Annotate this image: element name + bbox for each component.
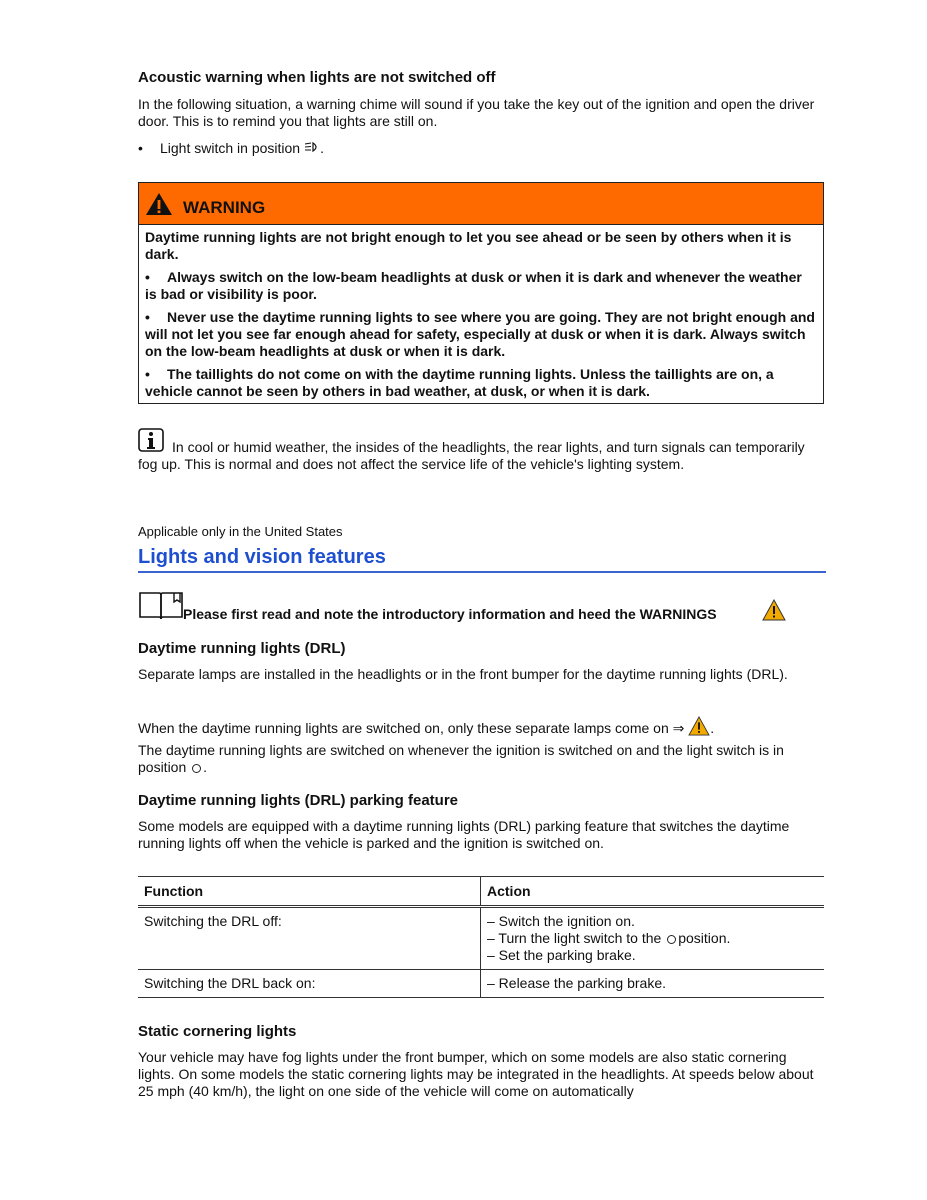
warning-triangle-icon	[762, 599, 786, 626]
applicability-note: Applicable only in the United States	[138, 524, 343, 539]
section-title: Lights and vision features	[138, 545, 826, 573]
warning-item: • Always switch on the low-beam headlights at dusk or when it is dark and whenever the weather is bad or visibility is poor.	[145, 269, 802, 302]
table-row	[138, 907, 824, 970]
warning-item: • Never use the daytime running lights to see where you are going. They are not bright enough and will not let you see far enough ahead for safety, especially at dusk or when it is dark. Always switch on the low-beam headlights at dusk or when it is dark.	[145, 309, 815, 359]
table-row	[138, 970, 824, 998]
acoustic-text: In the following situation, a warning chime will sound if you take the key out of the ignition and open the driver door. This is to remind you that lights are still on.	[138, 96, 815, 129]
warning-body	[139, 225, 823, 400]
drl-text-3: The daytime running lights are switched on whenever the ignition is switched on and the light switch is in position	[138, 742, 784, 775]
drl-function-table	[138, 876, 824, 998]
cornering-text: Your vehicle may have fog lights under the front bumper, which on some models are also static cornering lights. On some models the static cornering lights may be integrated in the headlights. At speeds below about 25 mph (40 km/h), the light on one side of the vehicle will come on automatically	[138, 1049, 814, 1099]
drl-heading: Daytime running lights (DRL)	[138, 640, 346, 657]
table-cell-function: Switching the DRL back on:	[138, 970, 481, 998]
drl-text-1: Separate lamps are installed in the headlights or in the front bumper for the daytime running lights (DRL).	[138, 666, 788, 682]
table-cell-action: – Release the parking brake.	[481, 970, 825, 998]
acoustic-bullet: • Light switch in position .	[138, 140, 324, 156]
warning-intro: Daytime running lights are not bright enough to let you see ahead or be seen by others when it is dark.	[145, 229, 792, 262]
warning-triangle-icon	[145, 192, 173, 221]
warning-item: • The taillights do not come on with the daytime running lights. Unless the taillights are on, a vehicle cannot be seen by others in bad weather, at dusk, or when it is dark.	[145, 366, 774, 399]
acoustic-bullet-text: Light switch in position	[160, 140, 301, 156]
parking-heading: Daytime running lights (DRL) parking feature	[138, 792, 459, 809]
table-cell-function: Switching the DRL off:	[138, 907, 481, 970]
info-note	[138, 428, 824, 473]
table-cell-action: – Switch the ignition on. – Turn the light switch to the position. – Set the parking brake.	[481, 907, 825, 970]
book-icon	[138, 590, 184, 625]
warning-header	[139, 183, 823, 225]
table-header-row	[138, 877, 824, 907]
intro-note	[138, 590, 824, 620]
info-note-text: In cool or humid weather, the insides of the headlights, the rear lights, and turn signals can temporarily fog up. This is normal and does not affect the service life of the vehicle's lighting system.	[138, 439, 805, 472]
bullet-dot: •	[138, 140, 143, 156]
table-header-function: Function	[138, 877, 481, 907]
parking-text: Some models are equipped with a daytime running lights (DRL) parking feature that switches the daytime running lights off when the vehicle is parked and the ignition is switched on.	[138, 818, 790, 851]
acoustic-heading: Acoustic warning when lights are not switched off	[138, 69, 496, 86]
warning-box	[138, 182, 824, 404]
warning-triangle-icon	[688, 716, 710, 740]
drl-text-2: When the daytime running lights are switched on, only these separate lamps come on ⇒	[138, 720, 685, 736]
cornering-heading: Static cornering lights	[138, 1023, 297, 1040]
drl-position-icon	[192, 764, 201, 773]
table-header-action: Action	[481, 877, 825, 907]
intro-note-text: Please first read and note the introductory information and heed the WARNINGS	[183, 606, 717, 622]
drl-text-2-line: When the daytime running lights are switched on, only these separate lamps come on ⇒ .	[138, 716, 824, 740]
parking-light-icon	[304, 140, 320, 157]
warning-title: WARNING	[183, 197, 266, 217]
info-icon	[138, 428, 164, 457]
drl-text-3-line: The daytime running lights are switched on whenever the ignition is switched on and the light switch is in position .	[138, 742, 784, 775]
drl-position-icon	[667, 935, 676, 944]
